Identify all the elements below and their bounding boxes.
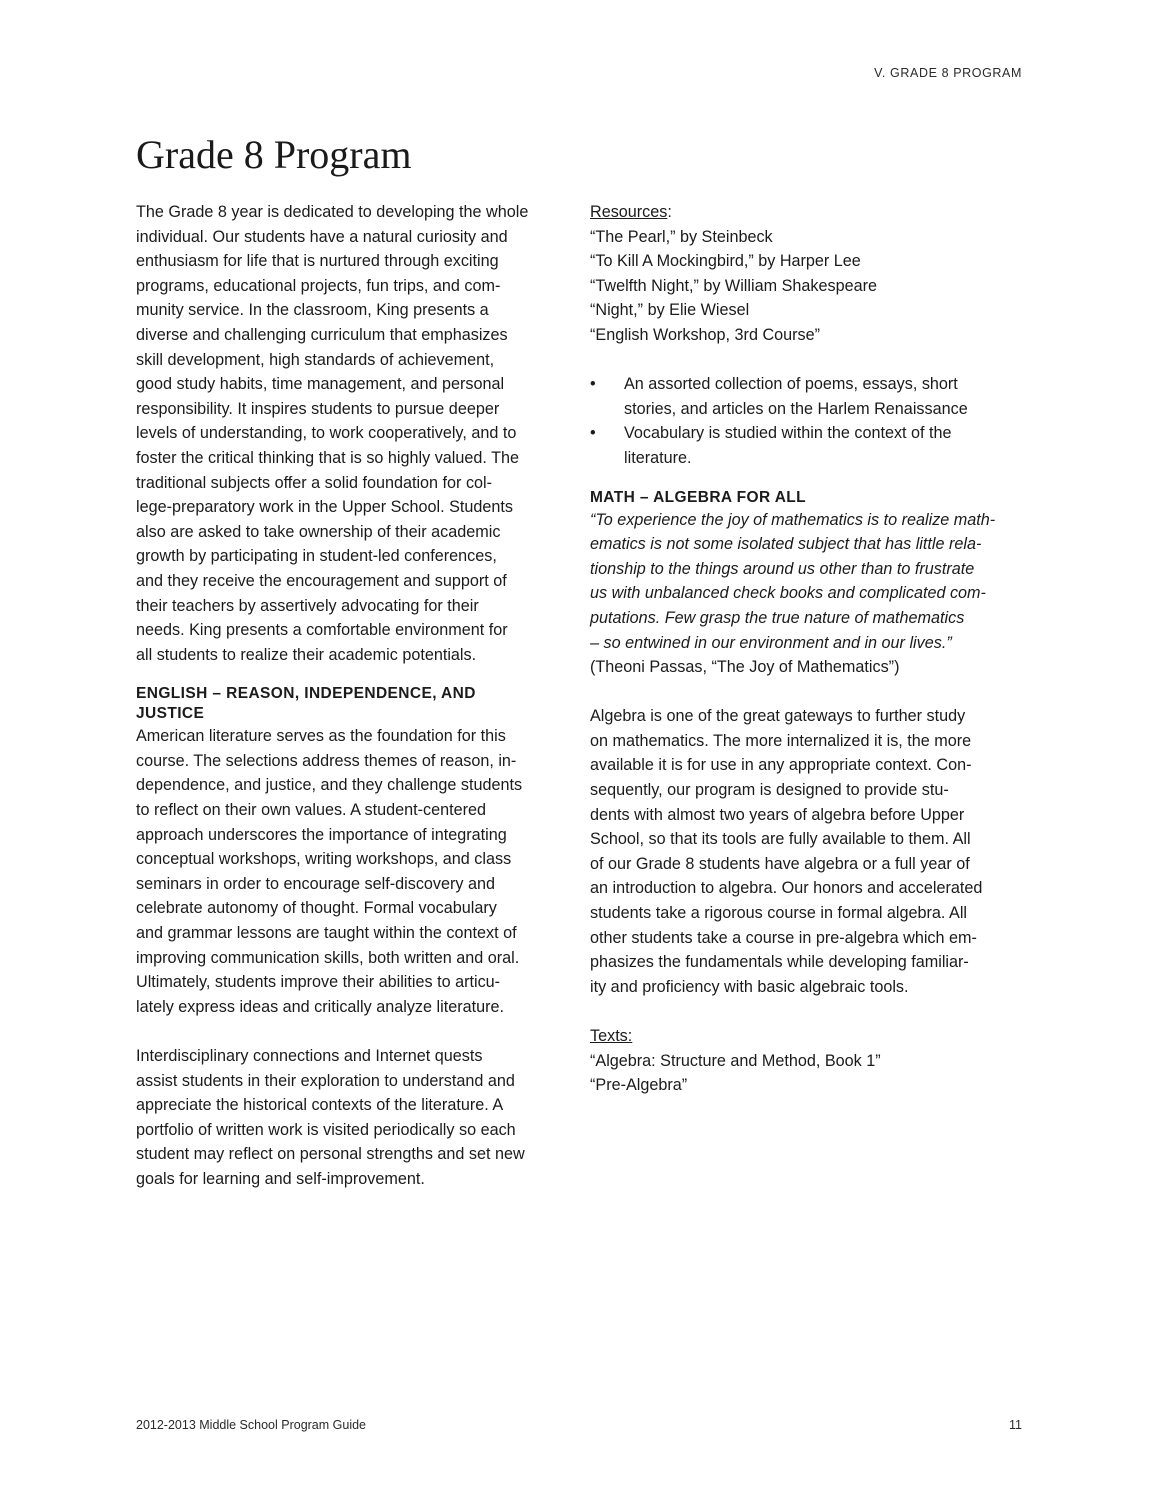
spacer (136, 667, 572, 684)
resource-item: “The Pearl,” by Steinbeck (590, 227, 773, 246)
page-title: Grade 8 Program (136, 132, 412, 177)
bullet-item (590, 421, 1026, 470)
resource-item: “Night,” by Elie Wiesel (590, 301, 750, 320)
intro-paragraph: The Grade 8 year is dedicated to developing the whole individual. Our students have a natural curiosity and enthusiasm for life that is nurtured through exciting programs, educational projects, fun trips, and com- munity service. In the classroom, King presents a diverse and challenging curriculum that emphasizes skill development, high standards of achievement, good study habits, time management, and personal responsibility. It inspires students to pursue deeper levels of understanding, to work cooperatively, and to foster the critical thinking that is so highly valued. The traditional subjects offer a solid foundation for col- lege-preparatory work in the Upper School. Students also are asked to take ownership of their academic growth by participating in student-led conferences, and they receive the encouragement and support of their teachers by assertively advocating for their needs. King presents a comfortable environment for all students to realize their academic potentials. (136, 203, 529, 664)
bullet-icon: • (590, 375, 596, 394)
math-quote-attribution: (Theoni Passas, “The Joy of Mathematics”) (590, 658, 900, 677)
text-item: “Pre-Algebra” (590, 1076, 688, 1095)
spacer (590, 471, 1026, 488)
english-paragraph-2: Interdisciplinary connections and Internet quests assist students in their exploration to understand and appreciate the historical contexts of the literature. A portfolio of written work is visited periodically so each student may reflect on personal strengths and set new goals for learning and self-improvement. (136, 1047, 525, 1188)
left-column (136, 200, 572, 1192)
english-heading: ENGLISH – REASON, INDEPENDENCE, AND JUSTICE (136, 685, 476, 723)
right-column (590, 200, 1026, 1098)
resource-item: “Twelfth Night,” by William Shakespeare (590, 276, 877, 295)
resources-label: Resources (590, 203, 668, 221)
resource-item: “English Workshop, 3rd Course” (590, 325, 821, 344)
spacer (590, 348, 1026, 373)
bullet-text: An assorted collection of poems, essays, short stories, and articles on the Harlem Renaissance (624, 375, 968, 418)
texts-label-line (590, 1024, 1026, 1049)
text-item: “Algebra: Structure and Method, Book 1” (590, 1051, 881, 1070)
math-quote: “To experience the joy of mathematics is to realize math- ematics is not some isolated subject that has little rela- tionship to the things around us other than to frustrate us with unbalanced check books and complicated com- putations. Few grasp the true nature of mathematics – so entwined in our environment and in our lives.” (590, 510, 996, 652)
bullet-item (590, 372, 1026, 421)
footer-guide-title: 2012-2013 Middle School Program Guide (136, 1418, 366, 1432)
spacer (136, 1019, 572, 1044)
spacer (590, 680, 1026, 705)
running-header: V. GRADE 8 PROGRAM (874, 66, 1022, 80)
resource-item: “To Kill A Mockingbird,” by Harper Lee (590, 252, 861, 271)
page-number: 11 (1009, 1418, 1022, 1432)
resources-label-line (590, 200, 1026, 225)
bullet-icon: • (590, 424, 596, 443)
math-heading: MATH – ALGEBRA FOR ALL (590, 488, 807, 506)
resources-list (590, 225, 1026, 348)
bullet-text: Vocabulary is studied within the context of the literature. (624, 424, 952, 467)
texts-list (590, 1049, 1026, 1098)
spacer (590, 999, 1026, 1024)
bullet-list (590, 372, 1026, 470)
texts-label: Texts: (590, 1027, 633, 1045)
resources-colon: : (667, 203, 672, 221)
english-paragraph-1: American literature serves as the foundation for this course. The selections address themes of reason, in- dependence, and justice, and they challenge students to reflect on their own values. A student-centered approach underscores the importance of integrating conceptual workshops, writing workshops, and class seminars in order to encourage self-discovery and celebrate autonomy of thought. Formal vocabulary and grammar lessons are taught within the context of improving communication skills, both written and oral. Ultimately, students improve their abilities to articu- lately express ideas and critically analyze literature. (136, 727, 523, 1016)
math-paragraph: Algebra is one of the great gateways to further study on mathematics. The more internalized it is, the more available it is for use in any appropriate context. Con- sequently, our program is designed to provide stu- dents with almost two years of algebra before Upper School, so that its tools are fully available to them. All of our Grade 8 students have algebra or a full year of an introduction to algebra. Our honors and accelerated students take a rigorous course in formal algebra. All other students take a course in pre-algebra which em- phasizes the fundamentals while developing familiar- ity and proficiency with basic algebraic tools. (590, 707, 983, 996)
